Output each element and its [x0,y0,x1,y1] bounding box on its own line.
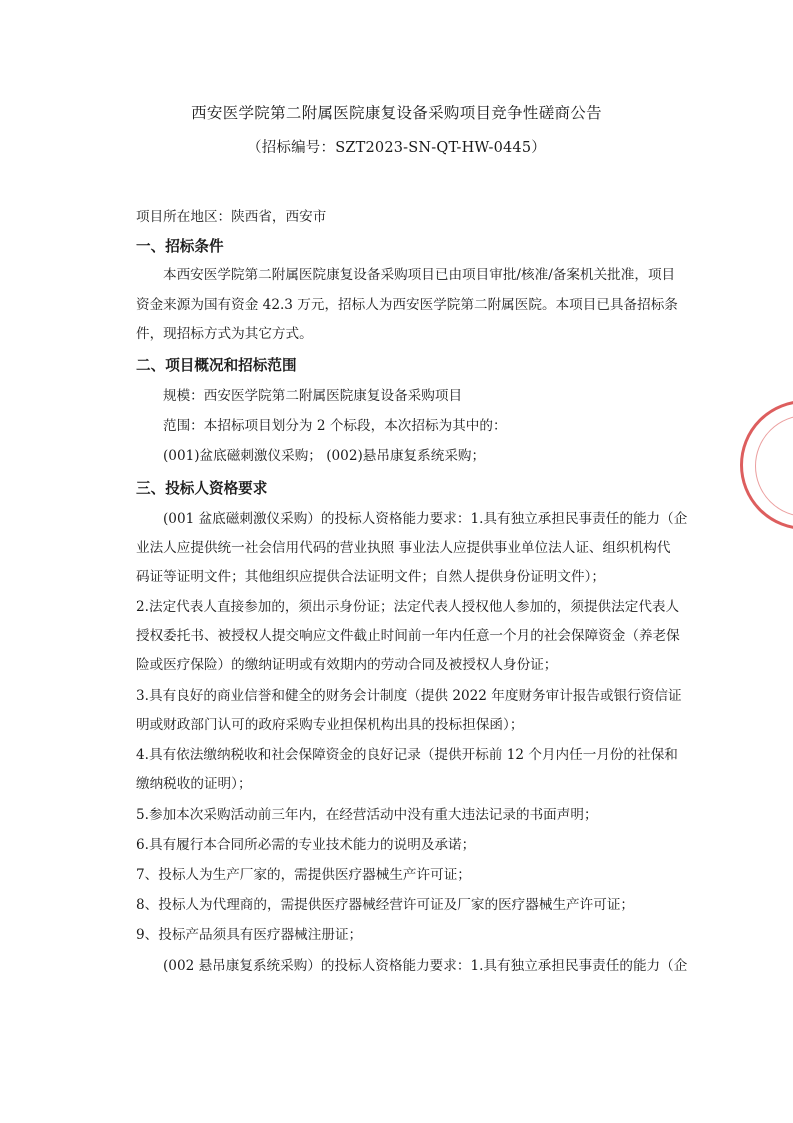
paragraph-line: 3.具有良好的商业信誉和健全的财务会计制度（提供 2022 年度财务审计报告或银行资信证 [136,688,682,704]
paragraph-line: 件，现招标方式为其它方式。 [136,326,313,342]
project-scale: 规模：西安医学院第二附属医院康复设备采购项目 [163,388,463,404]
paragraph-line: 码证等证明文件；其他组织应提供合法证明文件；自然人提供身份证明文件）； [136,569,605,585]
paragraph-line: (001 盆底磁刺激仪采购）的投标人资格能力要求：1.具有独立承担民事责任的能力（企 [163,511,688,527]
tender-number: （招标编号：SZT2023-SN-QT-HW-0445） [247,140,546,156]
project-scope: 范围：本招标项目划分为 2 个标段，本次招标为其中的： [163,418,507,434]
section-1-heading: 一、招标条件 [136,238,224,255]
paragraph-line: 险或医疗保险）的缴纳证明或有效期内的劳动合同及被授权人身份证； [136,657,558,673]
paragraph-line: 4.具有依法缴纳税收和社会保障资金的良好记录（提供开标前 12 个月内任一月份的社保和 [136,747,678,763]
paragraph-line: 授权委托书、被授权人提交响应文件截止时间前一年内任意一个月的社会保障资金（养老保 [136,628,680,644]
paragraph-line: 7、投标人为生产厂家的，需提供医疗器械生产许可证； [136,867,471,883]
paragraph-line: 8、投标人为代理商的，需提供医疗器械经营许可证及厂家的医疗器械生产许可证； [136,897,635,913]
paragraph-line: 明或财政部门认可的政府采购专业担保机构出具的投标担保函）； [136,717,524,733]
paragraph-line: 2.法定代表人直接参加的，须出示身份证；法定代表人授权他人参加的，须提供法定代表人 [136,599,680,615]
paragraph-line: 5.参加本次采购活动前三年内，在经营活动中没有重大违法记录的书面声明； [136,807,598,823]
project-region: 项目所在地区：陕西省，西安市 [136,209,327,225]
document-title: 西安医学院第二附属医院康复设备采购项目竞争性磋商公告 [191,104,602,122]
paragraph-line: (002 悬吊康复系统采购）的投标人资格能力要求：1.具有独立承担民事责任的能力（企 [163,958,688,974]
paragraph-line: 资金来源为国有资金 42.3 万元，招标人为西安医学院第二附属医院。本项目已具备招标条 [136,297,678,313]
section-3-heading: 三、投标人资格要求 [136,480,268,497]
red-seal-stamp [740,400,793,530]
paragraph-line: 缴纳税收的证明）； [136,776,252,792]
paragraph-line: 本西安医学院第二附属医院康复设备采购项目已由项目审批/核准/备案机关批准，项目 [163,267,676,283]
paragraph-line: 9、投标产品须具有医疗器械注册证； [136,927,363,943]
lot-list: (001)盆底磁刺激仪采购； (002)悬吊康复系统采购； [163,448,486,464]
paragraph-line: 6.具有履行本合同所必需的专业技术能力的说明及承诺； [136,837,476,853]
paragraph-line: 业法人应提供统一社会信用代码的营业执照 事业法人应提供事业单位法人证、组织机构代 [136,540,671,556]
seal-inner-ring [755,415,793,517]
section-2-heading: 二、项目概况和招标范围 [136,357,297,374]
